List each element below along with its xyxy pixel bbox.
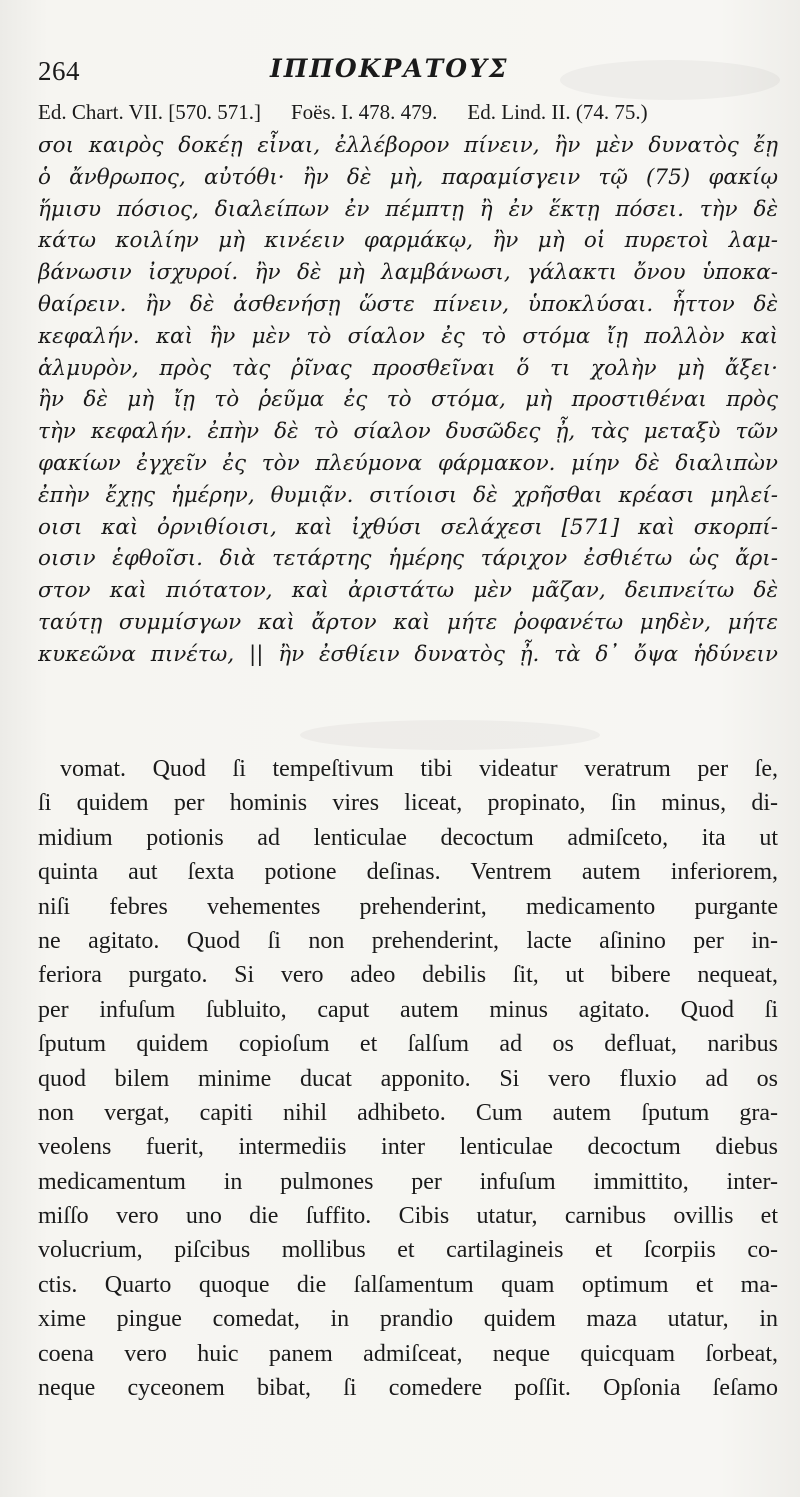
latin-line: ctis. Quarto quoque die ſalſamentum quam optimum et ma- bbox=[38, 1271, 778, 1298]
greek-line: ἁλμυρὸν, πρὸς τὰς ῥῖνας προσθεῖναι ὅ τι χολὴν μὴ ἄξει· bbox=[38, 355, 778, 381]
latin-line: veolens fuerit, intermediis inter lenticulae decoctum diebus bbox=[38, 1134, 778, 1161]
greek-line: σοι καιρὸς δοκέῃ εἶναι, ἐλλέβορον πίνειν, ἢν μὲν δυνατὸς ἔῃ bbox=[38, 133, 778, 158]
greek-line: ἢν δὲ μὴ ἴῃ τὸ ῥεῦμα ἐς τὸ στόμα, μὴ προστιθέναι πρὸς bbox=[38, 387, 778, 413]
latin-line: ſputum quidem copioſum et ſalſum ad os defluat, naribus bbox=[38, 1031, 778, 1058]
greek-line: φακίων ἐγχεῖν ἐς τὸν πλεύμονα φάρμακον. μίην δὲ διαλιπὼν bbox=[38, 450, 778, 476]
latin-line: per infuſum ſubluito, caput autem minus agitato. Quod ſi bbox=[38, 996, 778, 1023]
latin-line: ſi quidem per hominis vires liceat, propinato, ſin minus, di- bbox=[38, 790, 778, 817]
greek-line: τὴν κεφαλήν. ἐπὴν δὲ τὸ σίαλον δυσῶδες ᾖ, τὰς μεταξὺ τῶν bbox=[38, 419, 778, 445]
greek-line: κεφαλήν. καὶ ἢν μὲν τὸ σίαλον ἐς τὸ στόμα ἴῃ πολλὸν καὶ bbox=[38, 323, 778, 349]
latin-line: xime pingue comedat, in prandio quidem maza utatur, in bbox=[38, 1306, 778, 1333]
latin-line: vomat. Quod ſi tempeſtivum tibi videatur veratrum per ſe, bbox=[60, 756, 778, 782]
running-title: ΙΠΠΟΚΡΑΤΟΥΣ bbox=[270, 54, 509, 83]
latin-line: niſi febres vehementes prehenderint, medicamento purgante bbox=[38, 893, 778, 920]
greek-line: βάνωσιν ἰσχυροί. ἢν δὲ μὴ λαμβάνωσι, γάλακτι ὄνου ὑποκα- bbox=[38, 260, 778, 286]
greek-line: οισιν ἑφθοῖσι. διὰ τετάρτης ἡμέρης τάριχον ἐσθιέτω ὡς ἄρι- bbox=[38, 546, 778, 572]
edition-references bbox=[38, 100, 778, 125]
latin-line: quinta aut ſexta potione deſinas. Ventrem autem inferiorem, bbox=[38, 859, 778, 886]
greek-text bbox=[38, 130, 778, 671]
latin-line: midium potionis ad lenticulae decoctum admiſceto, ita ut bbox=[38, 824, 778, 851]
running-head bbox=[38, 52, 778, 88]
greek-line: ἥμισυ πόσιος, διαλείπων ἐν πέμπτῃ ἢ ἐν ἕκτῃ πόσει. τὴν δὲ bbox=[38, 196, 778, 222]
edition-ref-lind: Ed. Lind. II. (74. 75.) bbox=[467, 100, 648, 124]
edition-ref-foes: Foës. I. 478. 479. bbox=[291, 100, 438, 124]
greek-line: ἐπὴν ἔχῃς ἡμέρην, θυμιᾷν. σιτίοισι δὲ χρῆσθαι κρέασι μηλεί- bbox=[38, 482, 778, 508]
latin-line: non vergat, capiti nihil adhibeto. Cum autem ſputum gra- bbox=[38, 1099, 778, 1126]
greek-line: κάτω κοιλίην μὴ κινέειν φαρμάκῳ, ἢν μὴ οἱ πυρετοὶ λαμ- bbox=[38, 228, 778, 254]
latin-line: feriora purgato. Si vero adeo debilis ſit, ut bibere nequeat, bbox=[38, 962, 778, 989]
latin-line: ne agitato. Quod ſi non prehenderint, lacte aſinino per in- bbox=[38, 927, 778, 954]
greek-line: οισι καὶ ὀρνιθίοισι, καὶ ἰχθύσι σελάχεσι [571] καὶ σκορπί- bbox=[38, 514, 778, 540]
greek-line: ὁ ἄνθρωπος, αὐτόθι· ἢν δὲ μὴ, παραμίσγειν τῷ (75) φακίῳ bbox=[38, 164, 778, 190]
latin-line: quod bilem minime ducat apponito. Si vero fluxio ad os bbox=[38, 1065, 778, 1092]
greek-line: θαίρειν. ἢν δὲ ἀσθενήσῃ ὥστε πίνειν, ὑποκλύσαι. ἧττον δὲ bbox=[38, 291, 778, 317]
latin-line: volucrium, piſcibus mollibus et cartilagineis et ſcorpiis co- bbox=[38, 1237, 778, 1264]
latin-line: medicamentum in pulmones per infuſum immittito, inter- bbox=[38, 1168, 778, 1195]
greek-line: κυκεῶνα πινέτω, || ἢν ἐσθίειν δυνατὸς ᾖ. τὰ δ᾽ ὄψα ἡδύνειν bbox=[38, 641, 778, 667]
edition-ref-chart: Ed. Chart. VII. [570. 571.] bbox=[38, 100, 261, 124]
greek-line: ταύτῃ συμμίσγων καὶ ἄρτον καὶ μήτε ῥοφανέτω μηδὲν, μήτε bbox=[38, 609, 778, 635]
latin-translation bbox=[38, 752, 778, 1405]
latin-line: miſſo vero uno die ſuffito. Cibis utatur, carnibus ovillis et bbox=[38, 1203, 778, 1230]
latin-line: coena vero huic panem admiſceat, neque quicquam ſorbeat, bbox=[38, 1340, 778, 1367]
page-stain bbox=[300, 720, 600, 750]
page-number: 264 bbox=[38, 56, 80, 86]
latin-line: neque cyceonem bibat, ſi comedere poſſit. Opſonia ſeſamo bbox=[38, 1375, 778, 1402]
greek-line: στον καὶ πιότατον, καὶ ἀριστάτω μὲν μᾶζαν, δειπνείτω δὲ bbox=[38, 578, 778, 604]
